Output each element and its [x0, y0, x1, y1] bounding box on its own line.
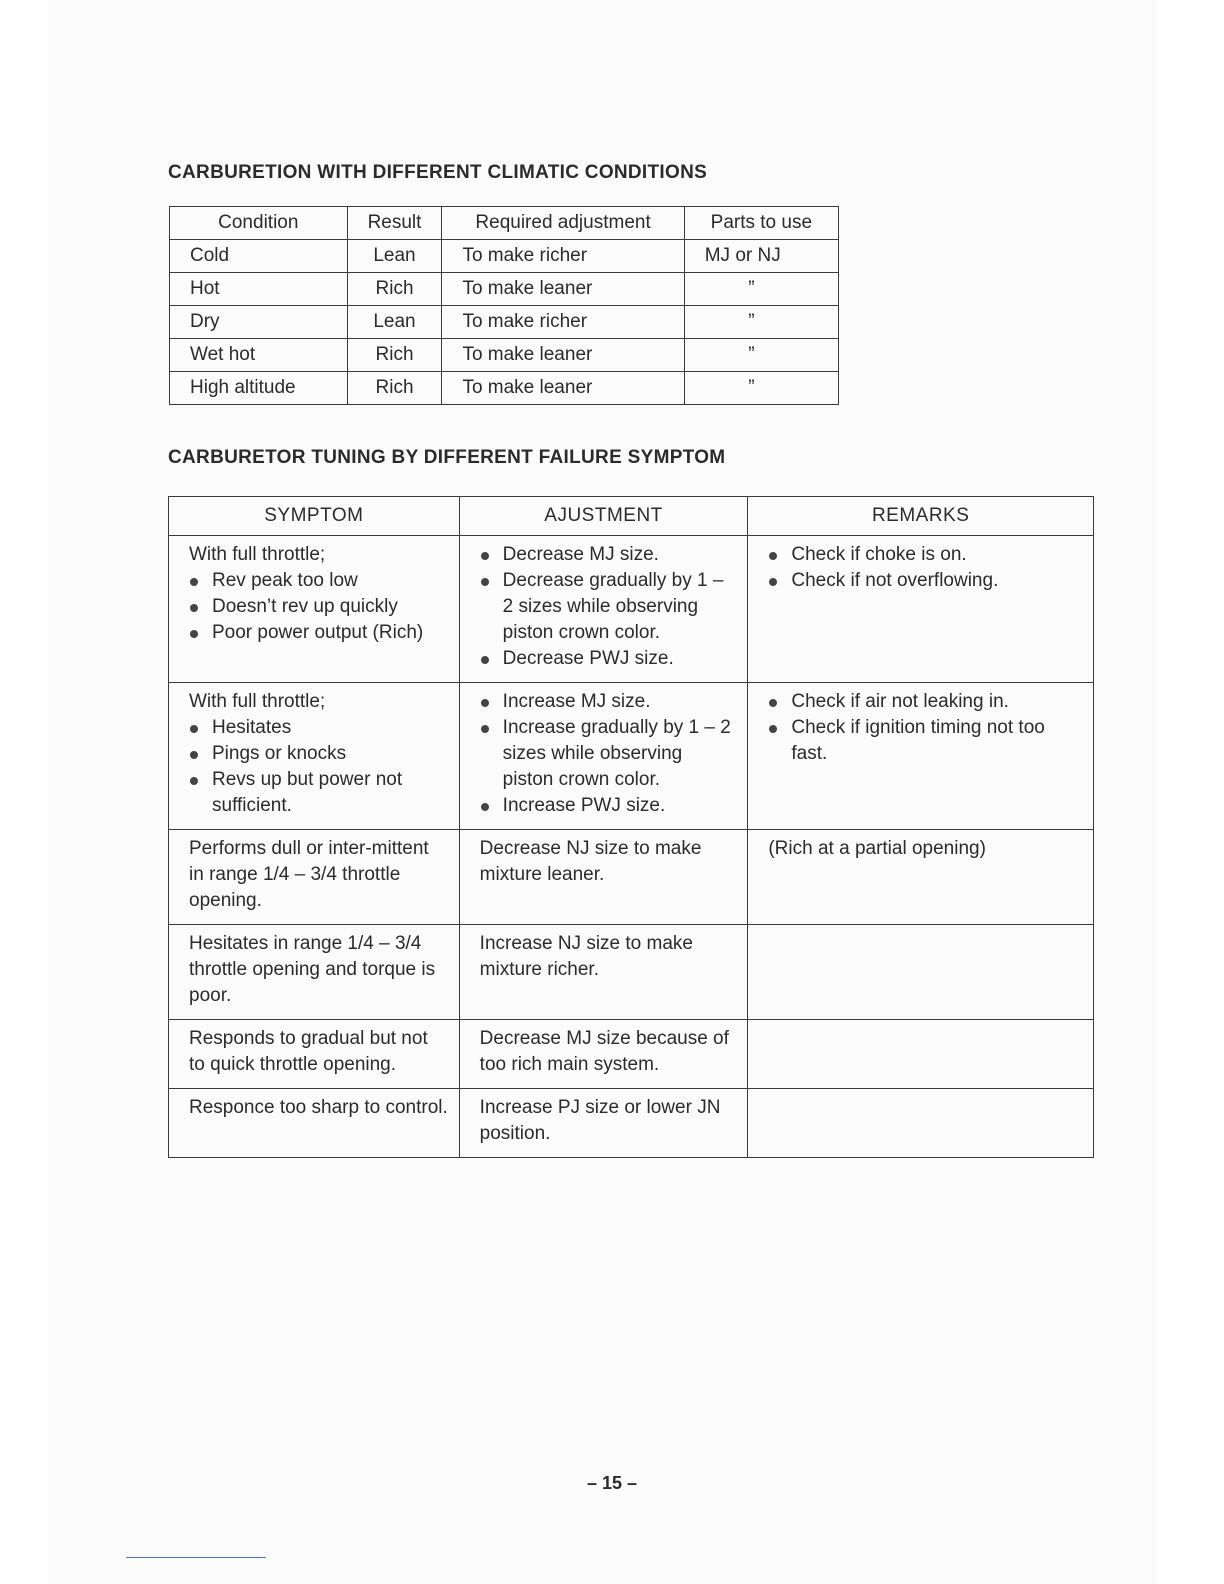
cell-adjustment: Decrease NJ size to make mixture leaner. — [459, 830, 748, 925]
cell-remarks — [748, 1020, 1094, 1089]
cell-parts: MJ or NJ — [684, 240, 838, 273]
cell-symptom: Responce too sharp to control. — [169, 1089, 460, 1158]
cell-symptom: Responds to gradual but not to quick throttle opening. — [169, 1020, 460, 1089]
list-item: Revs up but power not sufficient. — [189, 767, 449, 819]
cell-result: Lean — [347, 240, 442, 273]
cell-condition: Hot — [170, 273, 348, 306]
list-item: Decrease PWJ size. — [480, 646, 738, 672]
cell-adjustment — [459, 536, 748, 683]
table-row — [169, 536, 1094, 683]
cell-result: Lean — [347, 306, 442, 339]
list-item: Rev peak too low — [189, 568, 449, 594]
list-item: Doesn’t rev up quickly — [189, 594, 449, 620]
table-header-row — [170, 207, 839, 240]
list-item: Increase gradually by 1 – 2 sizes while observing piston crown color. — [480, 715, 738, 793]
cell-result: Rich — [347, 273, 442, 306]
header-condition: Condition — [170, 207, 348, 240]
remarks-list — [768, 542, 1083, 594]
cell-adjustment: To make leaner — [442, 339, 684, 372]
header-symptom: SYMPTOM — [169, 497, 460, 536]
cell-adjustment: To make richer — [442, 306, 684, 339]
cell-adjustment: To make leaner — [442, 273, 684, 306]
list-item: Decrease MJ size. — [480, 542, 738, 568]
cell-parts-ditto: ” — [684, 372, 838, 405]
symptom-intro: With full throttle; — [189, 544, 326, 565]
table-row — [169, 683, 1094, 830]
climatic-conditions-table — [169, 206, 839, 405]
page-number: – 15 – — [586, 1473, 638, 1493]
list-item: Check if air not leaking in. — [768, 689, 1083, 715]
cell-condition: Wet hot — [170, 339, 348, 372]
list-item: Check if not overflowing. — [768, 568, 1083, 594]
cell-parts-ditto: ” — [684, 339, 838, 372]
cell-symptom — [169, 683, 460, 830]
cell-remarks — [748, 536, 1094, 683]
cell-remarks — [748, 683, 1094, 830]
table-row — [170, 273, 839, 306]
cell-symptom: Hesitates in range 1/4 – 3/4 throttle opening and torque is poor. — [169, 925, 460, 1020]
header-adjustment: AJUSTMENT — [459, 497, 748, 536]
section-title-climatic: CARBURETION WITH DIFFERENT CLIMATIC CONDITIONS — [168, 162, 708, 183]
symptom-list — [189, 568, 449, 646]
cell-result: Rich — [347, 372, 442, 405]
header-parts-to-use: Parts to use — [684, 207, 838, 240]
table-row — [169, 925, 1094, 1020]
header-remarks: REMARKS — [748, 497, 1094, 536]
list-item: Increase MJ size. — [480, 689, 738, 715]
cell-symptom — [169, 536, 460, 683]
cell-remarks — [748, 925, 1094, 1020]
table-row — [169, 1089, 1094, 1158]
cell-adjustment: To make leaner — [442, 372, 684, 405]
cell-adjustment — [459, 683, 748, 830]
list-item: Check if choke is on. — [768, 542, 1083, 568]
symptom-list — [189, 715, 449, 819]
cell-adjustment: Increase PJ size or lower JN position. — [459, 1089, 748, 1158]
remarks-list — [768, 689, 1083, 767]
cell-parts-ditto: ” — [684, 273, 838, 306]
cell-adjustment: To make richer — [442, 240, 684, 273]
list-item: Pings or knocks — [189, 741, 449, 767]
list-item: Increase PWJ size. — [480, 793, 738, 819]
list-item: Check if ignition timing not too fast. — [768, 715, 1083, 767]
cell-adjustment: Increase NJ size to make mixture richer. — [459, 925, 748, 1020]
cell-parts-ditto: ” — [684, 306, 838, 339]
section-title-failure-symptom: CARBURETOR TUNING BY DIFFERENT FAILURE SYMPTOM — [168, 447, 726, 468]
cell-remarks: (Rich at a partial opening) — [748, 830, 1094, 925]
adjustment-list — [480, 689, 738, 819]
table-row — [169, 830, 1094, 925]
header-result: Result — [347, 207, 442, 240]
table-row — [169, 1020, 1094, 1089]
list-item: Hesitates — [189, 715, 449, 741]
cell-result: Rich — [347, 339, 442, 372]
table-row — [170, 306, 839, 339]
cell-condition: Cold — [170, 240, 348, 273]
cell-symptom: Performs dull or inter-mittent in range 1/4 – 3/4 throttle opening. — [169, 830, 460, 925]
header-required-adjustment: Required adjustment — [442, 207, 684, 240]
cell-adjustment: Decrease MJ size because of too rich main system. — [459, 1020, 748, 1089]
symptom-intro: With full throttle; — [189, 691, 326, 712]
cell-condition: Dry — [170, 306, 348, 339]
list-item: Decrease gradually by 1 – 2 sizes while observing piston crown color. — [480, 568, 738, 646]
cell-condition: High altitude — [170, 372, 348, 405]
table-row — [170, 372, 839, 405]
table-row — [170, 339, 839, 372]
cell-remarks — [748, 1089, 1094, 1158]
failure-symptom-table — [168, 496, 1094, 1158]
list-item: Poor power output (Rich) — [189, 620, 449, 646]
footer-rule — [126, 1557, 266, 1558]
table-row — [170, 240, 839, 273]
table-header-row — [169, 497, 1094, 536]
adjustment-list — [480, 542, 738, 672]
